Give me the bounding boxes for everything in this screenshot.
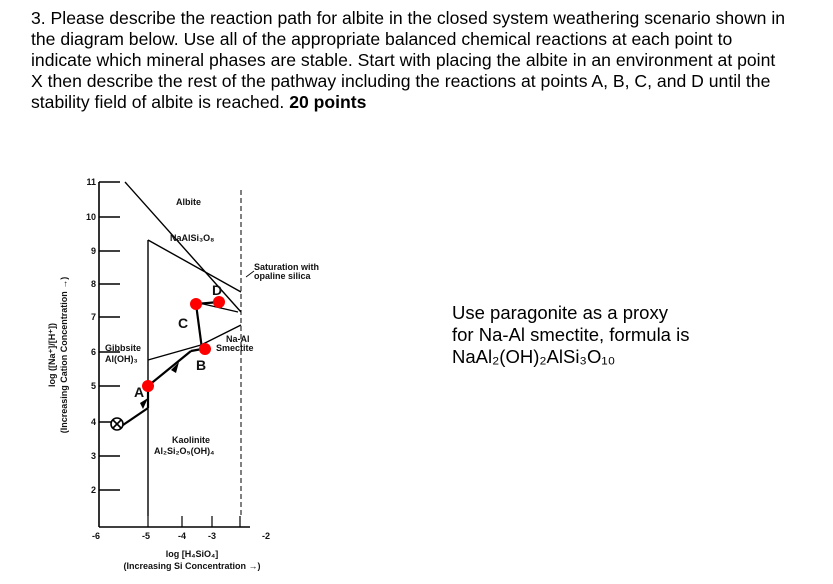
question-points: 20 points bbox=[289, 92, 367, 112]
y-tick-label: 5 bbox=[90, 381, 96, 391]
x-tick-marks bbox=[148, 516, 240, 527]
x-tick-label: -3 bbox=[207, 531, 217, 541]
gibbsite-formula: Al(OH)₃ bbox=[105, 354, 138, 364]
point-a-label: A bbox=[134, 384, 145, 400]
y-axis-subtitle: (Increasing Cation Concentration →) bbox=[59, 276, 69, 434]
x-tick-label: -5 bbox=[141, 531, 151, 541]
y-tick-label: 2 bbox=[90, 485, 96, 495]
smectite-label-1: Na-Al bbox=[226, 334, 250, 344]
y-tick-label: 8 bbox=[90, 279, 96, 289]
gibbsite-label: Gibbsite bbox=[105, 343, 142, 353]
saturation-label-1: Saturation with bbox=[254, 262, 319, 272]
x-axis-title: log [H₄SiO₄] bbox=[165, 549, 219, 559]
smectite-label-2: Smectite bbox=[216, 343, 254, 353]
question-body: 3. Please describe the reaction path for albite in the closed system weathering scenario shown in the diagram below. Use all of the appropriate balanced chemical reactions at each point to indicate which mineral phases are stable. Start with placing the albite in an environment at point X then describe the rest of the pathway including the reactions at points A, B, C, and D until the stability field of albite is reached. bbox=[31, 8, 786, 112]
x-tick-label: -6 bbox=[91, 531, 101, 541]
note-line-1: Use paragonite as a proxy bbox=[452, 302, 668, 323]
y-axis-title: log ([Na⁺]/[H⁺]) bbox=[47, 323, 57, 387]
saturation-label-2: opaline silica bbox=[254, 271, 311, 281]
note-line-2: for Na-Al smectite, formula is bbox=[452, 324, 690, 345]
y-tick-label: 10 bbox=[85, 212, 96, 222]
y-tick-label: 6 bbox=[90, 347, 96, 357]
point-b bbox=[199, 343, 211, 355]
y-tick-label: 9 bbox=[90, 246, 96, 256]
y-tick-label: 11 bbox=[86, 177, 96, 187]
saturation-pointer bbox=[246, 271, 254, 277]
point-b-label: B bbox=[196, 357, 207, 373]
point-d-label: D bbox=[212, 282, 223, 298]
point-c bbox=[190, 298, 202, 310]
note-line-3: NaAl₂(OH)₂AlSi₃O₁₀ bbox=[452, 346, 616, 367]
y-tick-label: 7 bbox=[90, 312, 96, 322]
x-axis-subtitle: (Increasing Si Concentration →) bbox=[123, 561, 261, 571]
x-tick-label: -2 bbox=[261, 531, 271, 541]
point-x bbox=[111, 418, 123, 430]
y-tick-label: 3 bbox=[90, 451, 96, 461]
albite-label: Albite bbox=[176, 197, 202, 207]
albite-formula: NaAlSi₃O₈ bbox=[170, 233, 215, 243]
point-c-label: C bbox=[178, 315, 189, 331]
kaolinite-formula: Al₂Si₂O₅(OH)₄ bbox=[154, 446, 215, 456]
y-tick-label: 4 bbox=[90, 417, 96, 427]
y-tick-marks bbox=[99, 182, 120, 490]
paragonite-note bbox=[452, 302, 752, 368]
x-tick-label: -4 bbox=[177, 531, 187, 541]
kaolinite-label: Kaolinite bbox=[172, 435, 211, 445]
